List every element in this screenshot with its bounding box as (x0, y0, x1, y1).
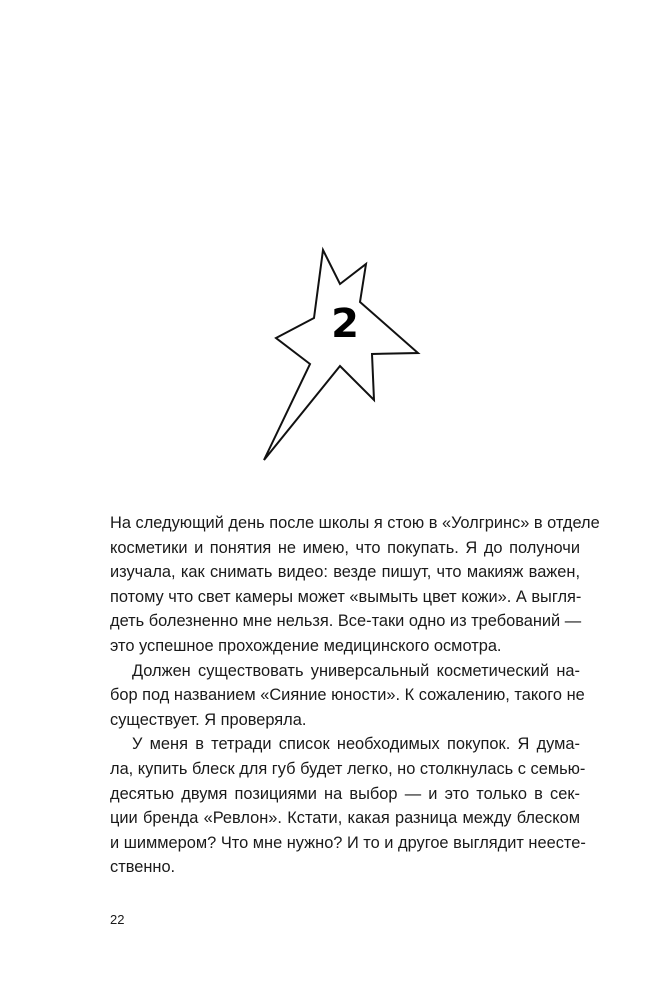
text-line: На следующий день после школы я стою в «Уолгринс» в отделе (110, 514, 600, 532)
text-line: косметики и понятия не имею, что покупать. Я до полуночи (110, 538, 580, 557)
text-line: существует. Я проверяла. (110, 710, 307, 729)
text-line: изучала, как снимать видео: везде пишут, что макияж важен, (110, 563, 580, 582)
text-line: это успешное прохождение медицинского осмотра. (110, 636, 502, 655)
chapter-number: 2 (331, 301, 359, 347)
starburst-icon (258, 246, 428, 464)
text-line: ции бренда «Ревлон». Кстати, какая разница между блеском (110, 809, 580, 828)
paragraph-1 (110, 511, 600, 659)
text-line: потому что свет камеры может «вымыть цвет кожи». А выгля- (110, 587, 582, 606)
text-line: У меня в тетради список необходимых покупок. Я дума- (132, 735, 580, 754)
text-line: и шиммером? Что мне нужно? И то и другое выглядит неесте- (110, 833, 586, 852)
chapter-heading (258, 246, 428, 464)
text-line: бор под названием «Сияние юности». К сожалению, такого не (110, 686, 585, 705)
text-line: Должен существовать универсальный косметический на- (132, 661, 580, 680)
body-text (110, 511, 600, 880)
paragraph-2 (110, 659, 585, 733)
paragraph-3 (110, 732, 586, 880)
text-line: ственно. (110, 858, 176, 877)
text-line: ла, купить блеск для губ будет легко, но столкнулась с семью- (110, 759, 586, 778)
page-number: 22 (110, 912, 125, 927)
text-line: деть болезненно мне нельзя. Все-таки одно из требований — (110, 612, 582, 631)
text-line: десятью двумя позициями на выбор — и это только в сек- (110, 784, 580, 803)
